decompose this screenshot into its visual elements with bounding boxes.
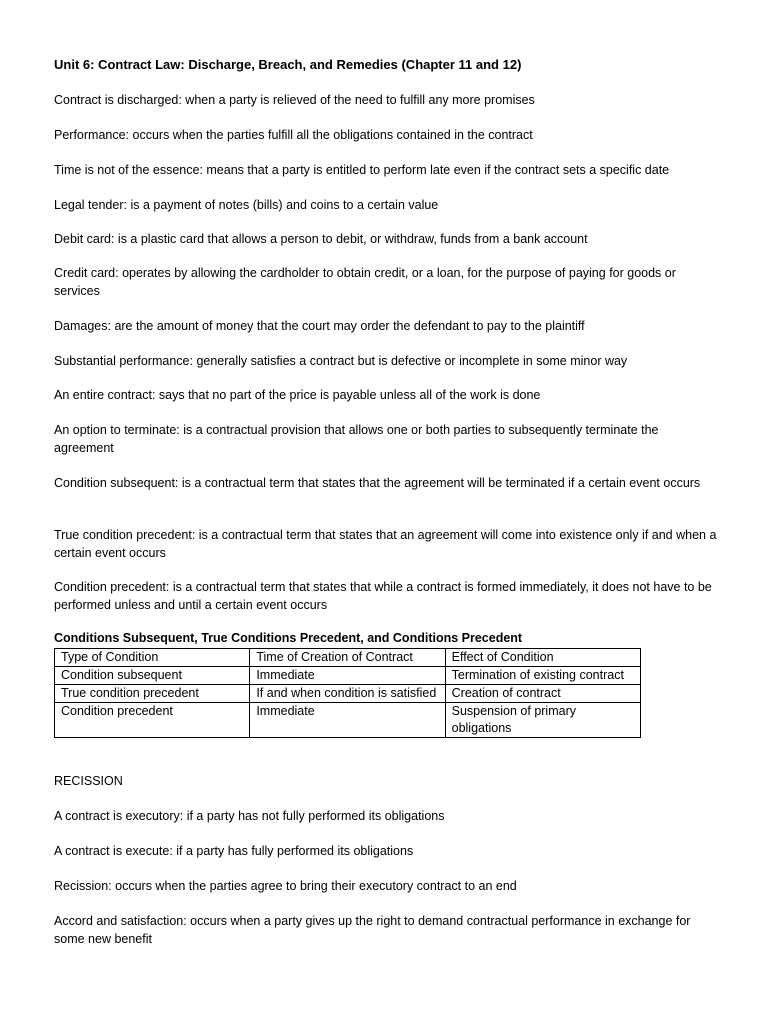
- table-cell: If and when condition is satisfied: [250, 685, 445, 703]
- table-cell: Immediate: [250, 703, 445, 738]
- definition-paragraph: An option to terminate: is a contractual provision that allows one or both parties to subsequently terminate the agreement: [54, 423, 659, 455]
- section-heading: RECISSION: [54, 774, 123, 788]
- definition-paragraph: Condition subsequent: is a contractual term that states that the agreement will be terminated if a certain event occurs: [54, 476, 701, 490]
- definition-paragraph: An entire contract: says that no part of the price is payable unless all of the work is done: [54, 388, 541, 402]
- table-header-cell: Type of Condition: [55, 649, 250, 667]
- conditions-table: [54, 648, 641, 738]
- table-cell: Condition subsequent: [55, 667, 250, 685]
- table-cell: Suspension of primary obligations: [445, 703, 640, 738]
- definition-paragraph: Debit card: is a plastic card that allows a person to debit, or withdraw, funds from a bank account: [54, 232, 588, 246]
- definition-paragraph: Substantial performance: generally satisfies a contract but is defective or incomplete in some minor way: [54, 354, 628, 368]
- table-row: [55, 685, 641, 703]
- definition-paragraph: Damages: are the amount of money that the court may order the defendant to pay to the plaintiff: [54, 319, 585, 333]
- table-cell: True condition precedent: [55, 685, 250, 703]
- definition-paragraph: Credit card: operates by allowing the cardholder to obtain credit, or a loan, for the purpose of paying for goods or services: [54, 266, 676, 298]
- definition-paragraph: Recission: occurs when the parties agree to bring their executory contract to an end: [54, 879, 517, 893]
- table-header-cell: Effect of Condition: [445, 649, 640, 667]
- table-header-cell: Time of Creation of Contract: [250, 649, 445, 667]
- table-cell: Termination of existing contract: [445, 667, 640, 685]
- table-cell: Creation of contract: [445, 685, 640, 703]
- table-cell: Condition precedent: [55, 703, 250, 738]
- table-cell: Immediate: [250, 667, 445, 685]
- definition-paragraph: Legal tender: is a payment of notes (bills) and coins to a certain value: [54, 198, 439, 212]
- definition-paragraph: A contract is execute: if a party has fully performed its obligations: [54, 844, 414, 858]
- definition-paragraph: True condition precedent: is a contractual term that states that an agreement will come into existence only if and when a certain event occurs: [54, 528, 717, 560]
- definition-paragraph: Contract is discharged: when a party is relieved of the need to fulfill any more promises: [54, 93, 535, 107]
- table-row: [55, 667, 641, 685]
- definition-paragraph: Accord and satisfaction: occurs when a party gives up the right to demand contractual performance in exchange for some new benefit: [54, 914, 691, 946]
- table-header-row: [55, 649, 641, 667]
- definition-paragraph: Time is not of the essence: means that a party is entitled to perform late even if the contract sets a specific date: [54, 163, 670, 177]
- definition-paragraph: Performance: occurs when the parties fulfill all the obligations contained in the contract: [54, 128, 533, 142]
- definition-paragraph: A contract is executory: if a party has not fully performed its obligations: [54, 809, 445, 823]
- table-caption: Conditions Subsequent, True Conditions Precedent, and Conditions Precedent: [54, 631, 523, 645]
- table-row: [55, 703, 641, 738]
- definition-paragraph: Condition precedent: is a contractual term that states that while a contract is formed immediately, it does not have to be performed unless and until a certain event occurs: [54, 580, 712, 612]
- document-title: Unit 6: Contract Law: Discharge, Breach, and Remedies (Chapter 11 and 12): [54, 57, 522, 72]
